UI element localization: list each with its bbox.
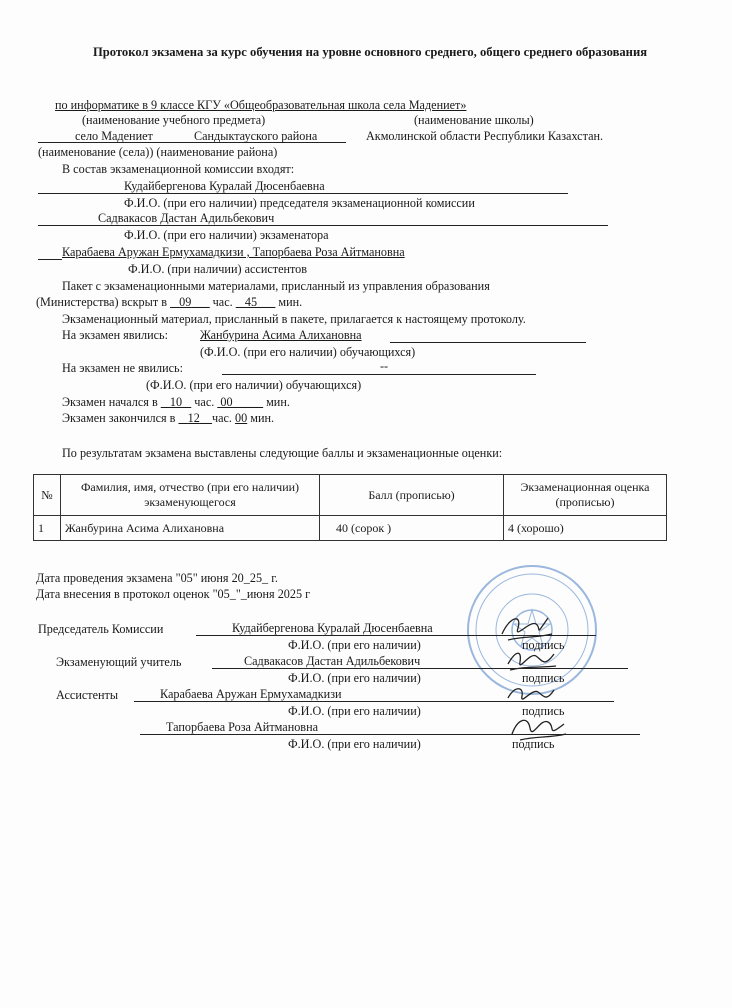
packet-hour: _09___ [170, 295, 210, 309]
end-min: 00 [235, 411, 248, 425]
absent-underline [222, 374, 536, 375]
sign-assistant2-name: Тапорбаева Роза Айтмановна [166, 720, 318, 734]
examiner-underline [38, 225, 608, 226]
packet-line-2 [36, 295, 302, 309]
packet-min: _45___ [235, 295, 276, 309]
region-name: Акмолинской области Республики Казахстан. [366, 129, 604, 143]
subject-caption: (наименование учебного предмета) [82, 113, 266, 127]
absent-value: -- [380, 359, 389, 373]
cell-name: Жанбурина Асима Алихановна [61, 516, 320, 541]
commission-intro: В состав экзаменационной комиссии входят: [62, 162, 295, 176]
sign-examiner-fio-caption: Ф.И.О. (при его наличии) [288, 671, 421, 685]
present-underline [390, 342, 586, 343]
exam-end-line: Экзамен закончился в _12__час. 00 мин. [62, 411, 275, 425]
packet-line-1: Пакет с экзаменационными материалами, присланный из управления образования [62, 279, 490, 293]
sign-examiner-underline [212, 668, 628, 669]
examiner-caption: Ф.И.О. (при его наличии) экзаменатора [124, 228, 329, 242]
results-table [33, 474, 667, 541]
table-row [34, 516, 667, 541]
chair-signature-icon [496, 610, 556, 646]
header-name: Фамилия, имя, отчество (при его наличии) экзаменующегося [61, 475, 320, 516]
sign-chair-fio-caption: Ф.И.О. (при его наличии) [288, 638, 421, 652]
sign-assistant1-signature-caption: подпись [522, 704, 565, 718]
sign-assistant2-signature-caption: подпись [512, 737, 555, 751]
chair-caption: Ф.И.О. (при его наличии) председателя экзаменационной комиссии [124, 196, 475, 210]
village-caption: (наименование (села)) (наименование района) [38, 145, 278, 159]
exam-date-line: Дата проведения экзамена "05" июня 20_25_ г. [36, 571, 278, 585]
packet-min-unit: мин. [278, 295, 303, 309]
present-label: На экзамен явились: [62, 328, 169, 342]
header-num: № [34, 475, 61, 516]
present-name: Жанбурина Асима Алихановна [200, 328, 362, 342]
cell-score: 40 (сорок ) [320, 516, 504, 541]
start-hour: 10 [169, 395, 183, 409]
district-name: Сандыктауского района [194, 129, 318, 143]
absent-label: На экзамен не явились: [62, 361, 183, 375]
assistants-underline-lead [38, 259, 62, 260]
sign-assistant1-name: Карабаева Аружан Ермухамадкизи [160, 687, 342, 701]
examiner-name: Садвакасов Дастан Адильбекович [98, 211, 275, 225]
school-caption: (наименование школы) [414, 113, 534, 127]
examiner-signature-icon [500, 644, 560, 676]
cell-grade: 4 (хорошо) [504, 516, 667, 541]
header-grade: Экзаменационная оценка (прописью) [504, 475, 667, 516]
material-line: Экзаменационный материал, присланный в пакете, прилагается к настоящему протоколу. [62, 312, 526, 326]
present-caption: (Ф.И.О. (при его наличии) обучающихся) [200, 345, 416, 359]
absent-caption: (Ф.И.О. (при его наличии) обучающихся) [146, 378, 362, 392]
chair-name: Кудайбергенова Куралай Дюсенбаевна [124, 179, 325, 193]
sign-chair-signature-caption: подпись [522, 638, 565, 652]
assistants-caption: Ф.И.О. (при наличии) ассистентов [128, 262, 308, 276]
sign-assistant2-fio-caption: Ф.И.О. (при его наличии) [288, 737, 421, 751]
assistant2-signature-icon [506, 712, 570, 746]
packet-hour-unit: час. [212, 295, 233, 309]
sign-examiner-signature-caption: подпись [522, 671, 565, 685]
table-header-row [34, 475, 667, 516]
document-title: Протокол экзамена за курс обучения на уровне основного среднего, общего среднего образования [92, 45, 648, 59]
subject-line: по информатике в 9 классе КГУ «Общеобразовательная школа села Мадениет» [55, 98, 467, 112]
start-min: 00 [220, 395, 233, 409]
results-intro: По результатам экзамена выставлены следующие баллы и экзаменационные оценки: [62, 446, 503, 460]
sign-examiner-name: Садвакасов Дастан Адильбекович [244, 654, 421, 668]
header-score: Балл (прописью) [320, 475, 504, 516]
sign-assistants-label: Ассистенты [56, 688, 119, 702]
sign-chair-name: Кудайбергенова Куралай Дюсенбаевна [232, 621, 433, 635]
sign-assistant1-fio-caption: Ф.И.О. (при его наличии) [288, 704, 421, 718]
sign-examiner-label: Экзаменующий учитель [56, 655, 182, 669]
end-hour: 12 [187, 411, 200, 425]
packet-opened-label: (Министерства) вскрыт в [36, 295, 167, 309]
assistants-names: Карабаева Аружан Ермухамадкизи , Тапорбаева Роза Айтмановна [62, 245, 405, 259]
sign-chair-label: Председатель Комиссии [38, 622, 164, 636]
assistant1-signature-icon [500, 680, 560, 710]
entry-date-line: Дата внесения в протокол оценок "05_"_июня 2025 г [36, 587, 311, 601]
village-name: село Мадениет [75, 129, 153, 143]
chair-underline [38, 193, 568, 194]
exam-start-line: Экзамен начался в _10_ час. 00_____ мин. [62, 395, 290, 409]
cell-num: 1 [34, 516, 61, 541]
